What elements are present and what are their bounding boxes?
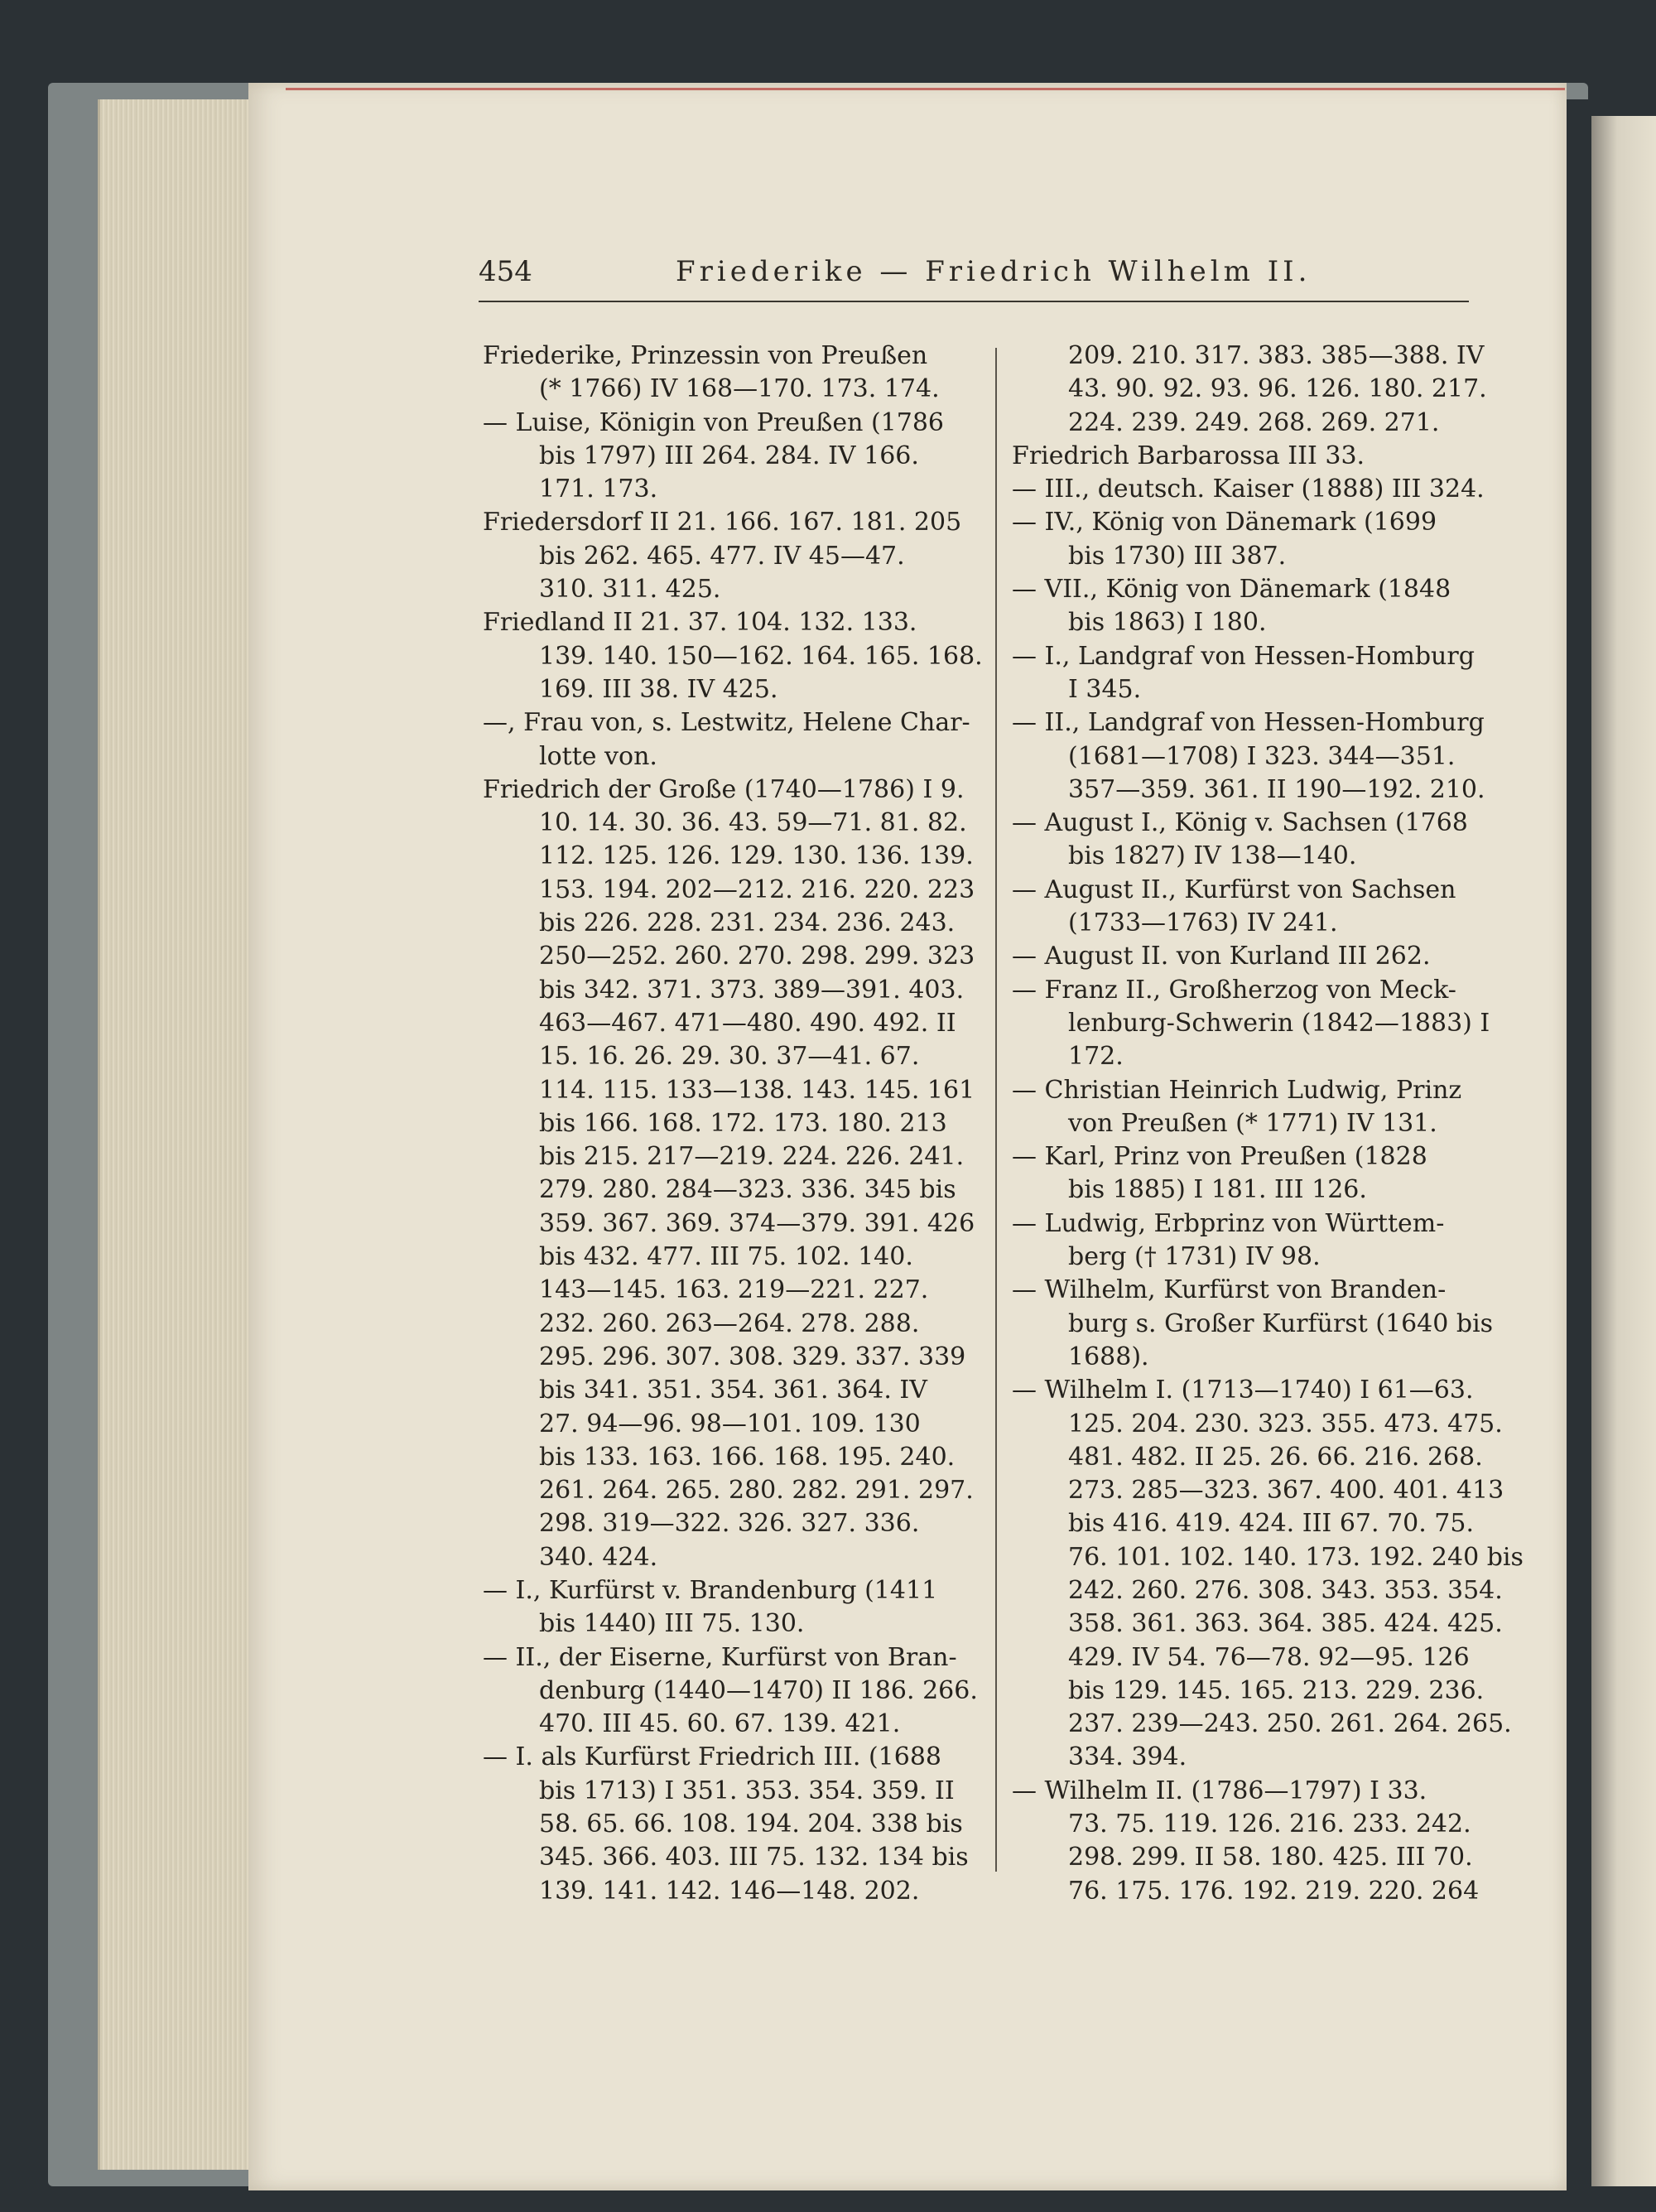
- index-line: 279. 280. 284—323. 336. 345 bis: [539, 1175, 956, 1205]
- index-line: berg († 1731) IV 98.: [1068, 1242, 1321, 1272]
- index-line: 295. 296. 307. 308. 329. 337. 339: [539, 1342, 966, 1371]
- index-line: 358. 361. 363. 364. 385. 424. 425.: [1068, 1609, 1503, 1639]
- index-line: bis 166. 168. 172. 173. 180. 213: [539, 1108, 947, 1138]
- index-line: bis 226. 228. 231. 234. 236. 243.: [539, 908, 956, 938]
- index-line: bis 432. 477. III 75. 102. 140.: [539, 1242, 913, 1272]
- index-line: 470. III 45. 60. 67. 139. 421.: [539, 1709, 901, 1739]
- index-line: 10. 14. 30. 36. 43. 59—71. 81. 82.: [539, 808, 967, 838]
- index-line: (* 1766) IV 168—170. 173. 174.: [539, 374, 940, 404]
- column-divider: [995, 348, 997, 1872]
- index-line: 27. 94—96. 98—101. 109. 130: [539, 1409, 921, 1439]
- facing-page-edge: [1591, 116, 1656, 2186]
- index-line: 73. 75. 119. 126. 216. 233. 242.: [1068, 1810, 1471, 1839]
- index-line: Friedrich der Große (1740—1786) I 9.: [483, 774, 965, 804]
- index-line: 261. 264. 265. 280. 282. 291. 297.: [539, 1476, 974, 1506]
- index-line: lenburg-Schwerin (1842—1883) I: [1068, 1008, 1490, 1038]
- index-line: — Christian Heinrich Ludwig, Prinz: [1012, 1075, 1462, 1105]
- page-top-edge: [286, 88, 1565, 90]
- index-line: bis 1863) I 180.: [1068, 608, 1267, 638]
- index-line: 310. 311. 425.: [539, 575, 721, 605]
- index-line: 345. 366. 403. III 75. 132. 134 bis: [539, 1843, 969, 1872]
- index-line: bis 1827) IV 138—140.: [1068, 841, 1357, 871]
- index-line: — II., Landgraf von Hessen-Homburg: [1012, 708, 1485, 738]
- index-line: 237. 239—243. 250. 261. 264. 265.: [1068, 1709, 1512, 1739]
- index-line: — Luise, Königin von Preußen (1786: [483, 407, 945, 437]
- index-line: bis 1713) I 351. 353. 354. 359. II: [539, 1776, 955, 1805]
- index-line: I 345.: [1068, 674, 1142, 704]
- index-line: 15. 16. 26. 29. 30. 37—41. 67.: [539, 1042, 920, 1072]
- index-line: — VII., König von Dänemark (1848: [1012, 575, 1451, 605]
- index-line: denburg (1440—1470) II 186. 266.: [539, 1675, 978, 1705]
- index-line: —, Frau von, s. Lestwitz, Helene Char-: [483, 708, 970, 738]
- index-line: 153. 194. 202—212. 216. 220. 223: [539, 875, 975, 904]
- index-column-left: [483, 340, 983, 1908]
- index-line: Friedrich Barbarossa III 33.: [1012, 441, 1365, 470]
- index-line: bis 1730) III 387.: [1068, 541, 1287, 571]
- index-line: 114. 115. 133—138. 143. 145. 161: [539, 1075, 975, 1105]
- index-line: 139. 141. 142. 146—148. 202.: [539, 1876, 920, 1906]
- index-line: 250—252. 260. 270. 298. 299. 323: [539, 942, 975, 971]
- page-stack-edge: [98, 99, 258, 2170]
- index-line: 169. III 38. IV 425.: [539, 674, 778, 704]
- index-column-right: [1012, 340, 1524, 1908]
- index-line: bis 133. 163. 166. 168. 195. 240.: [539, 1442, 956, 1472]
- index-line: — Franz II., Großherzog von Meck-: [1012, 975, 1456, 1005]
- index-line: 340. 424.: [539, 1542, 658, 1572]
- index-line: bis 341. 351. 354. 361. 364. IV: [539, 1376, 927, 1405]
- index-line: 298. 319—322. 326. 327. 336.: [539, 1509, 920, 1539]
- index-line: 232. 260. 263—264. 278. 288.: [539, 1308, 920, 1338]
- index-line: — III., deutsch. Kaiser (1888) III 324.: [1012, 475, 1485, 504]
- running-title: Friederike — Friedrich Wilhelm II.: [676, 255, 1312, 288]
- index-line: bis 342. 371. 373. 389—391. 403.: [539, 975, 965, 1005]
- index-line: 209. 210. 317. 383. 385—388. IV: [1068, 341, 1485, 370]
- index-line: 463—467. 471—480. 490. 492. II: [539, 1008, 956, 1038]
- index-line: 1688).: [1068, 1342, 1149, 1371]
- page-header: [479, 255, 1472, 305]
- page-number: 454: [479, 255, 532, 288]
- index-line: 43. 90. 92. 93. 96. 126. 180. 217.: [1068, 374, 1487, 404]
- index-line: 112. 125. 126. 129. 130. 136. 139.: [539, 841, 974, 871]
- book-gutter: [1567, 99, 1591, 2186]
- index-line: 334. 394.: [1068, 1742, 1187, 1772]
- index-line: 76. 175. 176. 192. 219. 220. 264: [1068, 1876, 1480, 1906]
- index-line: 481. 482. II 25. 26. 66. 216. 268.: [1068, 1442, 1483, 1472]
- index-line: bis 1885) I 181. III 126.: [1068, 1175, 1367, 1205]
- index-line: — II., der Eiserne, Kurfürst von Bran-: [483, 1642, 957, 1672]
- index-line: Friedland II 21. 37. 104. 132. 133.: [483, 608, 917, 638]
- index-line: — August I., König v. Sachsen (1768: [1012, 808, 1468, 838]
- index-line: — I. als Kurfürst Friedrich III. (1688: [483, 1742, 942, 1772]
- index-line: 429. IV 54. 76—78. 92—95. 126: [1068, 1642, 1470, 1672]
- index-line: 242. 260. 276. 308. 343. 353. 354.: [1068, 1575, 1503, 1605]
- index-line: 58. 65. 66. 108. 194. 204. 338 bis: [539, 1810, 963, 1839]
- index-line: bis 416. 419. 424. III 67. 70. 75.: [1068, 1509, 1475, 1539]
- index-line: 298. 299. II 58. 180. 425. III 70.: [1068, 1843, 1473, 1872]
- index-line: 224. 239. 249. 268. 269. 271.: [1068, 407, 1440, 437]
- index-line: bis 215. 217—219. 224. 226. 241.: [539, 1142, 965, 1172]
- index-line: bis 1440) III 75. 130.: [539, 1609, 805, 1639]
- index-line: 171. 173.: [539, 475, 658, 504]
- index-line: — Wilhelm II. (1786—1797) I 33.: [1012, 1776, 1427, 1805]
- index-line: von Preußen (* 1771) IV 131.: [1068, 1108, 1437, 1138]
- index-line: 76. 101. 102. 140. 173. 192. 240 bis: [1068, 1542, 1524, 1572]
- index-line: 359. 367. 369. 374—379. 391. 426: [539, 1208, 975, 1238]
- index-line: 125. 204. 230. 323. 355. 473. 475.: [1068, 1409, 1503, 1439]
- index-line: bis 262. 465. 477. IV 45—47.: [539, 541, 905, 571]
- index-line: lotte von.: [539, 741, 657, 771]
- header-rule: [479, 301, 1469, 302]
- index-line: 357—359. 361. II 190—192. 210.: [1068, 774, 1485, 804]
- index-line: (1733—1763) IV 241.: [1068, 908, 1338, 938]
- index-line: 139. 140. 150—162. 164. 165. 168.: [539, 641, 983, 671]
- index-line: bis 1797) III 264. 284. IV 166.: [539, 441, 919, 470]
- index-line: Friederike, Prinzessin von Preußen: [483, 341, 928, 370]
- index-line: — I., Landgraf von Hessen-Homburg: [1012, 641, 1475, 671]
- index-line: 143—145. 163. 219—221. 227.: [539, 1275, 929, 1305]
- index-line: — Wilhelm, Kurfürst von Branden-: [1012, 1275, 1447, 1305]
- index-line: (1681—1708) I 323. 344—351.: [1068, 741, 1456, 771]
- index-line: — August II. von Kurland III 262.: [1012, 942, 1431, 971]
- index-line: — Karl, Prinz von Preußen (1828: [1012, 1142, 1427, 1172]
- index-line: 172.: [1068, 1042, 1124, 1072]
- index-line: — Wilhelm I. (1713—1740) I 61—63.: [1012, 1376, 1474, 1405]
- index-line: bis 129. 145. 165. 213. 229. 236.: [1068, 1675, 1485, 1705]
- index-line: — IV., König von Dänemark (1699: [1012, 508, 1437, 537]
- index-line: — August II., Kurfürst von Sachsen: [1012, 875, 1456, 904]
- index-line: Friedersdorf II 21. 166. 167. 181. 205: [483, 508, 962, 537]
- index-line: — I., Kurfürst v. Brandenburg (1411: [483, 1575, 938, 1605]
- index-line: burg s. Großer Kurfürst (1640 bis: [1068, 1308, 1494, 1338]
- index-line: — Ludwig, Erbprinz von Württem-: [1012, 1208, 1445, 1238]
- index-line: 273. 285—323. 367. 400. 401. 413: [1068, 1476, 1504, 1506]
